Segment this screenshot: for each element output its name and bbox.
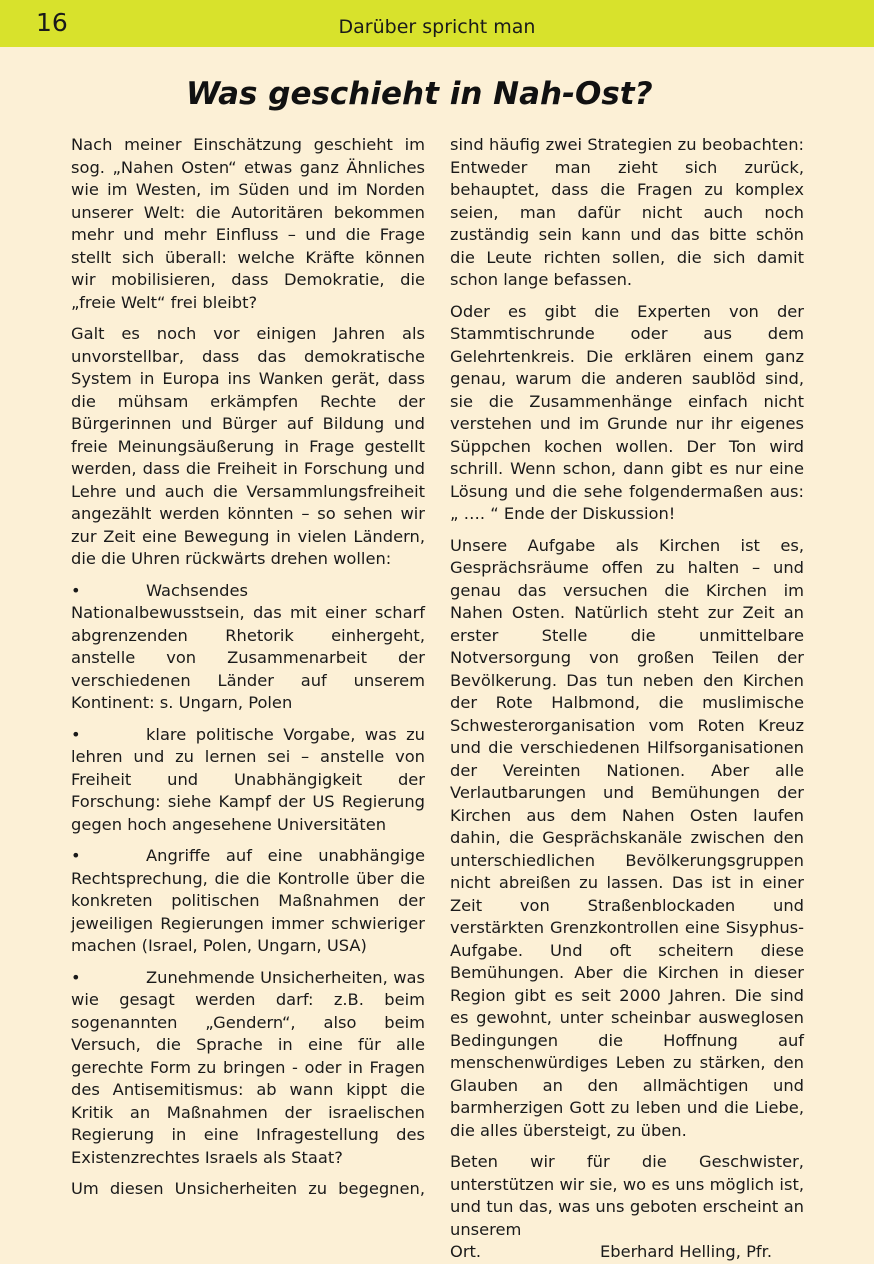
closing-word: Ort.: [450, 1242, 482, 1261]
paragraph: Galt es noch vor einigen Jahren als unvorstellbar, dass das demokratische System in Europa ins Wanken gerät, dass die mühsam erkämpfen Rechte der Bürgerinnen und Bürger auf Bildung und freie Meinungsäußerung in Frage gestellt werden, dass die Freiheit in Forschung und Lehre und auch die Versammlungsfreiheit angezählt werden könnten – so sehen wir zur Zeit eine Bewegung in vielen Ländern, die die Uhren rückwärts drehen wollen:: [71, 324, 425, 568]
bullet-icon: •: [71, 724, 81, 744]
page-number: 16: [36, 8, 68, 37]
header-bar: [0, 0, 874, 47]
bullet-icon: •: [71, 846, 81, 865]
right-column: [450, 134, 804, 1264]
bullet-icon: •: [71, 967, 81, 987]
list-item-text: klare politische Vorgabe, was zu lehren und zu lernen sei – anstelle von Freiheit und Unabhängigkeit der Forschung: siehe Kampf der US Regierung gegen hoch angesehene Universitäten: [71, 724, 425, 834]
paragraph: Nach meiner Einschätzung geschieht im sog. „Nahen Osten“ etwas ganz Ähnliches wie im Westen, im Süden und im Norden unserer Welt: die Autoritären bekommen mehr und mehr Einfluss – und die Frage stellt sich überall: welche Kräfte können wir mobilisieren, dass Demokratie, die „freie Welt“ frei bleibt?: [71, 135, 425, 312]
bullet-icon: •: [71, 580, 81, 600]
paragraph: Um diesen Unsicherheiten zu begegnen,: [71, 1179, 425, 1198]
list-item: [71, 724, 425, 837]
list-item: [71, 967, 425, 1170]
list-item-text: Zunehmende Unsicherheiten, was wie gesagt werden darf: z.B. beim sogenannten „Gendern“, also beim Versuch, die Sprache in eine für alle gerechte Form zu bringen - oder in Fragen des Antisemitismus: ab wann kippt die Kritik an Maßnahmen der israelischen Regierung in eine Infragestellung des Existenzrechtes Israels als Staat?: [71, 967, 425, 1167]
left-column: [71, 134, 425, 1210]
signature: Eberhard Helling, Pfr.: [600, 1242, 773, 1261]
list-item-text: Wachsendes Nationalbewusstsein, das mit einer scharf abgrenzenden Rhetorik einhergeht, anstelle von Zusammenarbeit der verschiedenen Länder auf unserem Kontinent: s. Ungarn, Polen: [71, 580, 425, 712]
list-item: [71, 580, 425, 715]
closing-line: [450, 1241, 804, 1264]
list-item: [71, 845, 425, 958]
list-item-text: Angriffe auf eine unabhängige Rechtsprechung, die die Kontrolle über die konkreten politischen Maßnahmen der jeweiligen Regierungen immer schwieriger machen (Israel, Polen, Ungarn, USA): [71, 846, 425, 955]
paragraph: Oder es gibt die Experten von der Stammtischrunde oder aus dem Gelehrtenkreis. Die erklären einem ganz genau, warum die anderen saublöd sind, sie die Zusammenhänge einfach nicht verstehen und im Grunde nur ihr eigenes Süppchen kochen wollen. Der Ton wird schrill. Wenn schon, dann gibt es nur eine Lösung und die sehe folgendermaßen aus: „ …. “ Ende der Diskussion!: [450, 301, 804, 523]
paragraph: sind häufig zwei Strategien zu beobachten: Entweder man zieht sich zurück, behauptet, dass die Fragen zu komplex seien, man dafür nicht auch noch zuständig sein kann und das bitte schön die Leute richten sollen, die sich damit schon lange befassen.: [450, 135, 804, 289]
article-title: Was geschieht in Nah-Ost?: [186, 76, 653, 112]
paragraph: Beten wir für die Geschwister, unterstützen wir sie, wo es uns möglich ist, und tun das, was uns geboten erscheint an unserem: [450, 1152, 804, 1239]
section-title: Darüber spricht man: [338, 16, 536, 38]
paragraph: Unsere Aufgabe als Kirchen ist es, Gesprächsräume offen zu halten – und genau das versuchen die Kirchen im Nahen Osten. Natürlich steht zur Zeit an erster Stelle die unmittelbare Notversorgung von großen Teilen der Bevölkerung. Das tun neben den Kirchen der Rote Halbmond, die muslimische Schwesterorganisation vom Roten Kreuz und die verschiedenen Hilfsorganisationen der Vereinten Nationen. Aber alle Verlautbarungen und Bemühungen der Kirchen aus dem Nahen Osten laufen dahin, die Gesprächskanäle zwischen den unterschiedlichen Bevölkerungsgruppen nicht abreißen zu lassen. Das ist in einer Zeit von Straßenblockaden und verstärkten Grenzkontrollen eine Sisyphus-Aufgabe. Und oft scheitern diese Bemühungen. Aber die Kirchen in dieser Region gibt es seit 2000 Jahren. Die sind es gewohnt, unter scheinbar ausweglosen Bedingungen die Hoffnung auf menschenwürdiges Leben zu stärken, den Glauben an den allmächtigen und barmherzigen Gott zu leben und die Liebe, die alles übersteigt, zu üben.: [450, 535, 804, 1140]
